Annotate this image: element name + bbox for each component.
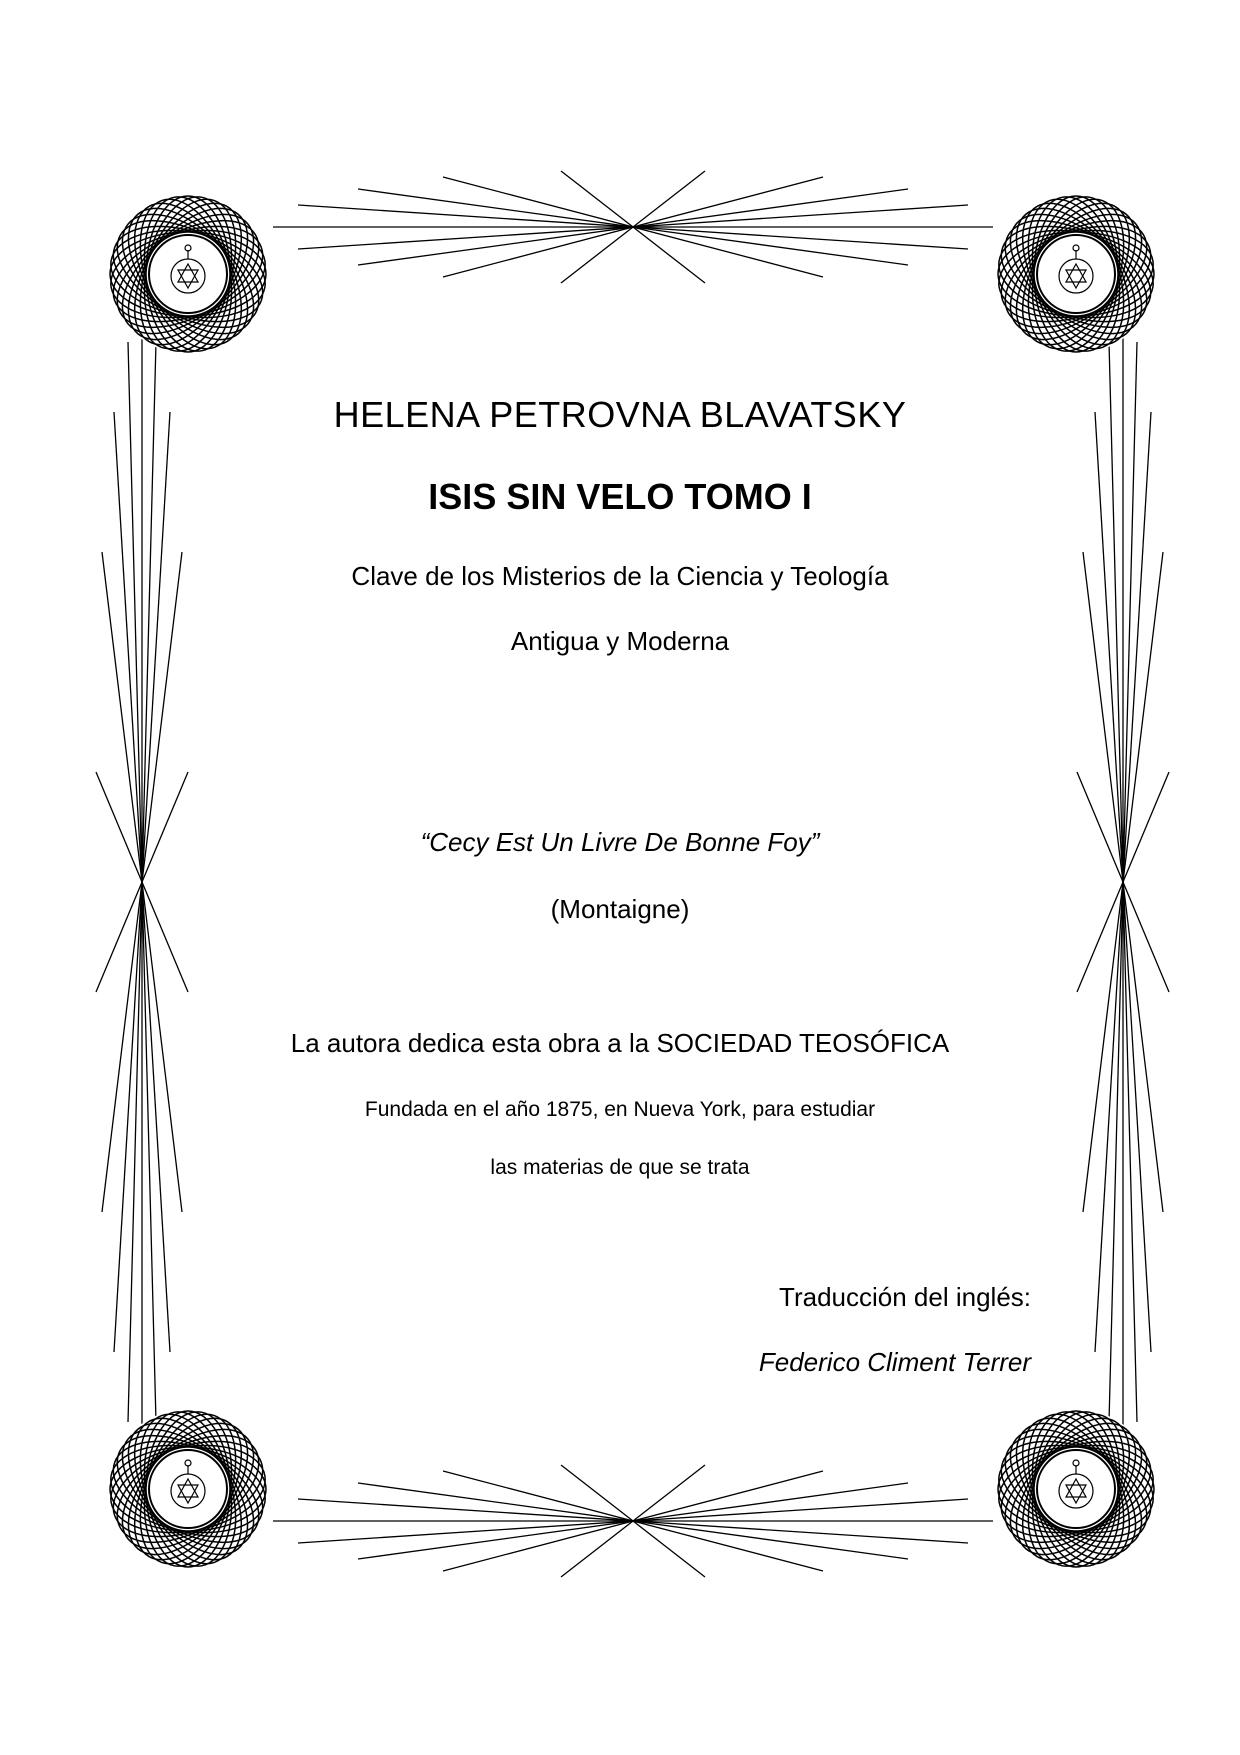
epigraph-attribution: (Montaigne) [550, 894, 690, 924]
book-title: ISIS SIN VELO TOMO I [428, 476, 812, 517]
epigraph-quote: “Cecy Est Un Livre De Bonne Foy” [420, 827, 820, 857]
dedication-line-2: Fundada en el año 1875, en Nueva York, para estudiar [364, 1098, 876, 1121]
subtitle-line-2: Antigua y Moderna [510, 626, 730, 656]
dedication-line-1: La autora dedica esta obra a la SOCIEDAD TEOSÓFICA [290, 1028, 950, 1058]
top-line-burst [273, 171, 993, 283]
translator-name: Federico Climent Terrer [758, 1347, 1031, 1377]
dedication-line-3: las materias de que se trata [490, 1156, 750, 1179]
rosette-bottom-right [987, 1400, 1164, 1577]
rosette-top-left [99, 185, 276, 362]
bottom-line-burst [273, 1465, 993, 1577]
rosette-bottom-left [99, 1400, 276, 1577]
rosette-top-right [987, 185, 1164, 362]
subtitle-line-1: Clave de los Misterios de la Ciencia y Teología [351, 561, 889, 591]
author-name: HELENA PETROVNA BLAVATSKY [333, 394, 907, 435]
translation-label: Traducción del inglés: [779, 1282, 1031, 1312]
